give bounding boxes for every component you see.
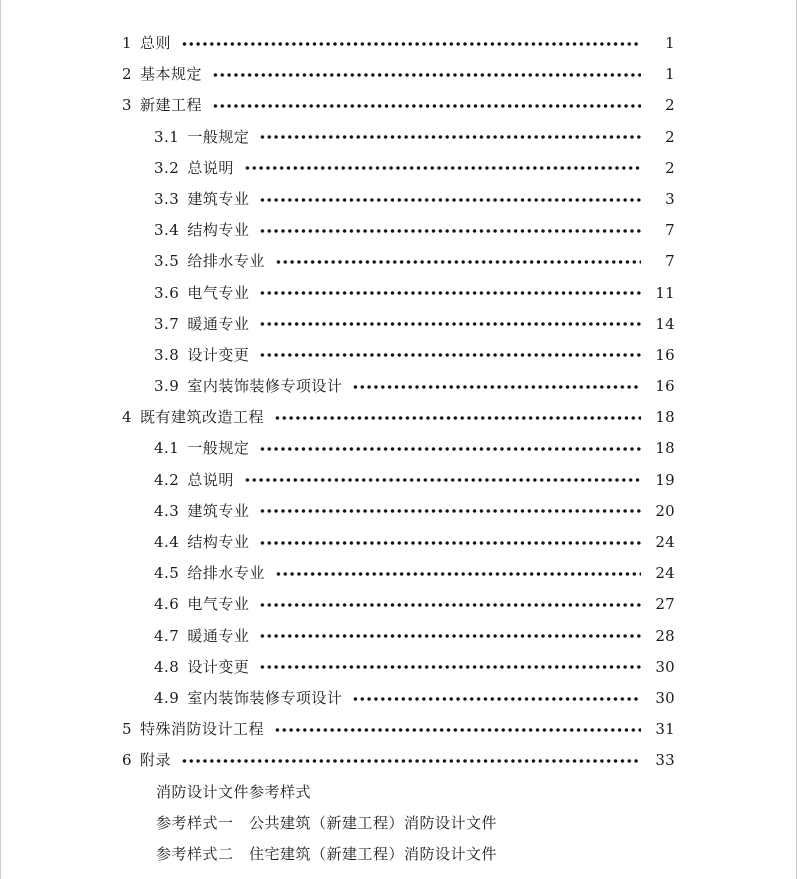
toc-entry-title: 一般规定	[187, 127, 250, 146]
toc-entry[interactable]	[1, 153, 797, 184]
toc-entry-page-number: 2	[665, 127, 675, 146]
toc-entry-page-number: 3	[665, 189, 675, 208]
toc-entry-page-number: 14	[655, 314, 675, 333]
toc-entry-number: 3.2	[154, 158, 180, 177]
toc-entry[interactable]	[1, 745, 797, 776]
toc-entry-page-number: 16	[655, 377, 675, 396]
dot-leader	[259, 602, 641, 608]
toc-entry-title: 室内装饰装修专项设计	[187, 688, 343, 707]
toc-entry-number: 4.7	[154, 626, 180, 645]
toc-entry[interactable]	[1, 683, 797, 714]
appendix-item	[1, 808, 797, 839]
toc-entry-number: 3.3	[154, 189, 180, 208]
dot-leader	[259, 446, 641, 452]
toc-entry-title: 新建工程	[140, 96, 203, 115]
dot-leader	[259, 228, 641, 234]
toc-entry-title: 暖通专业	[187, 314, 250, 333]
toc-entry-page-number: 31	[655, 720, 675, 739]
dot-leader	[259, 664, 641, 670]
dot-leader	[274, 727, 641, 733]
toc-entry-title: 给排水专业	[187, 252, 265, 271]
toc-entry-page-number: 18	[655, 439, 675, 458]
toc-entry-title: 电气专业	[187, 283, 250, 302]
dot-leader	[259, 290, 641, 296]
dot-leader	[259, 197, 641, 203]
toc-entry-title: 结构专业	[187, 221, 250, 240]
toc-entry-page-number: 18	[655, 408, 675, 427]
toc-entry-title: 一般规定	[187, 439, 250, 458]
toc-entry[interactable]	[1, 278, 797, 309]
toc-entry[interactable]	[1, 652, 797, 683]
toc-entry-title: 附录	[140, 751, 172, 770]
appendix-item	[1, 777, 797, 808]
toc-entry-title: 总则	[140, 34, 172, 52]
toc-entry[interactable]	[1, 184, 797, 215]
toc-entry-page-number: 7	[665, 221, 675, 240]
toc-entry-title: 电气专业	[187, 595, 250, 614]
toc-entry[interactable]	[1, 433, 797, 464]
toc-entry-number: 4.6	[154, 595, 180, 614]
toc-entry-title: 设计变更	[187, 345, 250, 364]
appendix-item-title: 参考样式一 公共建筑（新建工程）消防设计文件	[156, 813, 498, 832]
toc-entry-title: 建筑专业	[187, 189, 250, 208]
dot-leader	[259, 134, 641, 140]
toc-entry-page-number: 2	[665, 96, 675, 115]
toc-entry[interactable]	[1, 28, 797, 59]
toc-entry-page-number: 7	[665, 252, 675, 271]
toc-entry[interactable]	[1, 465, 797, 496]
dot-leader	[274, 415, 641, 421]
dot-leader	[212, 103, 641, 109]
toc-entry-title: 特殊消防设计工程	[140, 720, 265, 739]
table-of-contents	[1, 28, 797, 870]
toc-entry-title: 建筑专业	[187, 501, 250, 520]
toc-entry-title: 基本规定	[140, 65, 203, 84]
toc-entry-page-number: 19	[655, 470, 675, 489]
dot-leader	[259, 633, 641, 639]
toc-entry[interactable]	[1, 402, 797, 433]
toc-entry-number: 4.2	[154, 470, 180, 489]
toc-entry-page-number: 16	[655, 345, 675, 364]
toc-entry-number: 1	[122, 34, 133, 52]
toc-entry[interactable]	[1, 558, 797, 589]
appendix-item-title: 消防设计文件参考样式	[156, 782, 312, 801]
dot-leader	[352, 696, 641, 702]
toc-entry-number: 3.5	[154, 252, 180, 271]
dot-leader	[259, 540, 641, 546]
dot-leader	[181, 758, 641, 764]
dot-leader	[212, 72, 641, 78]
dot-leader	[275, 259, 641, 265]
toc-entry[interactable]	[1, 90, 797, 121]
toc-entry-page-number: 1	[665, 65, 675, 84]
toc-entry-page-number: 30	[655, 688, 675, 707]
dot-leader	[244, 477, 641, 483]
toc-entry[interactable]	[1, 340, 797, 371]
toc-entry-number: 4.9	[154, 688, 180, 707]
dot-leader	[259, 352, 641, 358]
toc-entry-number: 4.3	[154, 501, 180, 520]
toc-entry[interactable]	[1, 589, 797, 620]
toc-entry-title: 给排水专业	[187, 564, 265, 583]
toc-entry-number: 2	[122, 65, 133, 84]
toc-entry-title: 结构专业	[187, 533, 250, 551]
dot-leader	[275, 571, 641, 577]
toc-entry-title: 既有建筑改造工程	[140, 408, 265, 427]
toc-entry-number: 4.5	[154, 564, 180, 583]
toc-entry-title: 室内装饰装修专项设计	[187, 377, 343, 396]
toc-entry-page-number: 2	[665, 158, 675, 177]
toc-entry-number: 4.8	[154, 657, 180, 676]
toc-entry[interactable]	[1, 371, 797, 402]
toc-entry-title: 设计变更	[187, 657, 250, 676]
toc-entry-page-number: 28	[655, 626, 675, 645]
toc-entry-page-number: 33	[655, 751, 675, 770]
toc-entry[interactable]	[1, 309, 797, 340]
appendix-item	[1, 839, 797, 870]
toc-entry-title: 暖通专业	[187, 626, 250, 645]
dot-leader	[244, 165, 641, 171]
toc-entry-page-number: 27	[655, 595, 675, 614]
toc-entry-page-number: 11	[655, 283, 675, 302]
dot-leader	[259, 321, 641, 327]
dot-leader	[352, 384, 641, 390]
toc-entry[interactable]	[1, 714, 797, 745]
toc-entry-page-number: 24	[655, 564, 675, 583]
toc-entry[interactable]	[1, 496, 797, 527]
toc-entry-number: 4	[122, 408, 133, 427]
toc-entry-number: 3.1	[154, 127, 180, 146]
toc-entry-number: 3.6	[154, 283, 180, 302]
toc-entry-number: 3.8	[154, 345, 180, 364]
toc-entry-page-number: 30	[655, 657, 675, 676]
toc-entry[interactable]	[1, 527, 797, 558]
toc-entry-number: 6	[122, 751, 133, 770]
toc-entry-title: 总说明	[187, 158, 234, 177]
toc-entry[interactable]	[1, 122, 797, 153]
toc-entry-page-number: 24	[655, 533, 675, 551]
dot-leader	[181, 41, 641, 47]
toc-entry-number: 3	[122, 96, 133, 115]
toc-entry-page-number: 20	[655, 501, 675, 520]
toc-entry-page-number: 1	[665, 34, 675, 52]
toc-entry-number: 3.4	[154, 221, 180, 240]
toc-entry-number: 5	[122, 720, 133, 739]
toc-entry-number: 4.1	[154, 439, 180, 458]
toc-entry-title: 总说明	[187, 470, 234, 489]
toc-entry[interactable]	[1, 246, 797, 277]
toc-entry[interactable]	[1, 59, 797, 90]
toc-entry[interactable]	[1, 215, 797, 246]
dot-leader	[259, 508, 641, 514]
toc-entry-number: 3.7	[154, 314, 180, 333]
toc-entry-number: 4.4	[154, 533, 180, 551]
toc-entry-number: 3.9	[154, 377, 180, 396]
appendix-item-title: 参考样式二 住宅建筑（新建工程）消防设计文件	[156, 844, 498, 863]
toc-entry[interactable]	[1, 621, 797, 652]
